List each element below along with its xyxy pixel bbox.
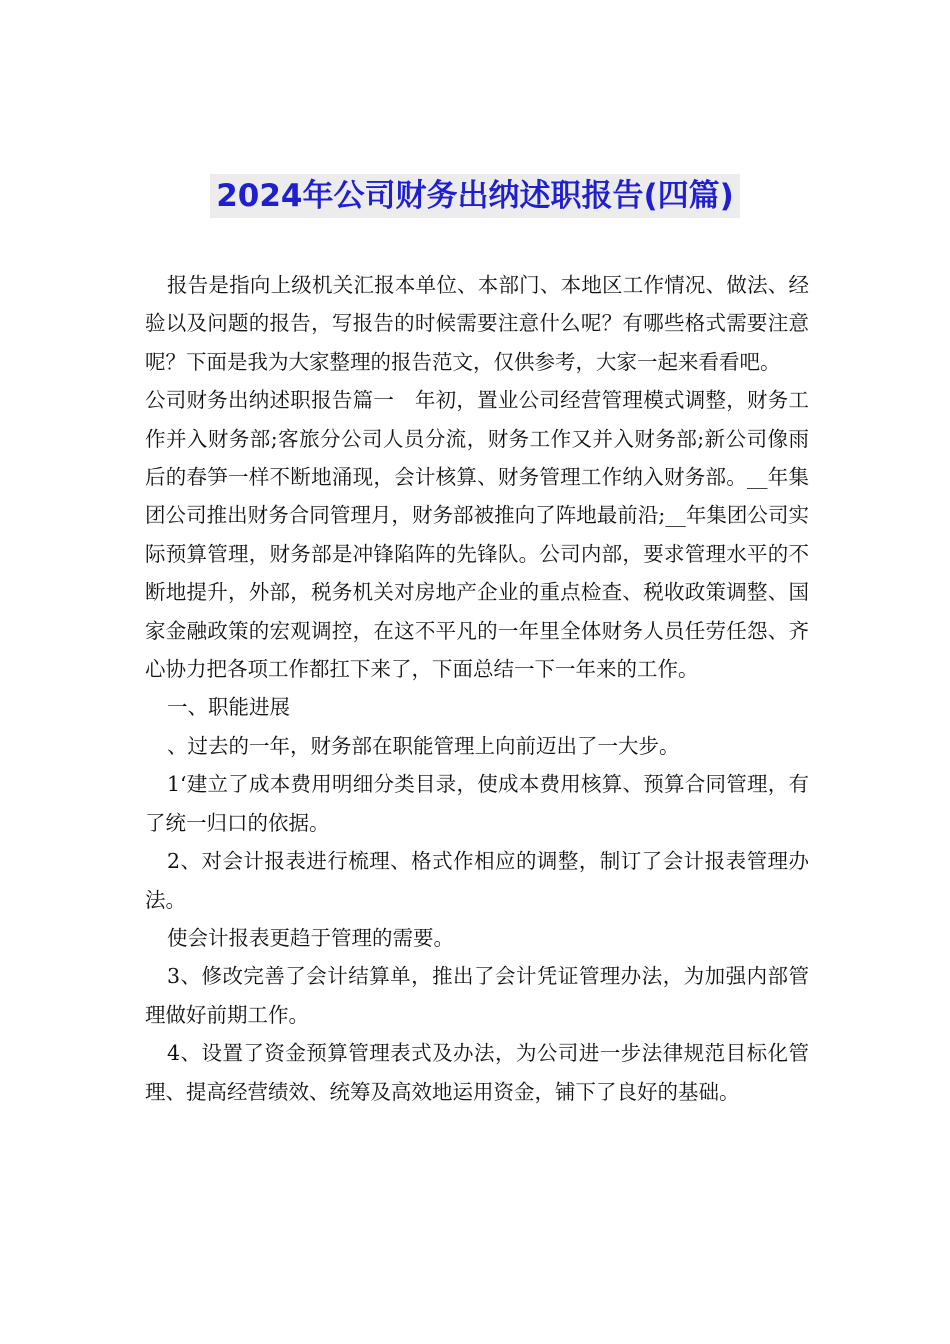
section-heading: 一、职能进展 [167, 695, 290, 720]
list-intro: 、过去的一年，财务部在职能管理上向前迈出了一大步。 [167, 733, 680, 758]
list-item-2: 2、对会计报表进行梳理、格式作相应的调整，制订了会计报表管理办法。 [145, 849, 809, 912]
list-item-4: 4、设置了资金预算管理表式及办法，为公司进一步法律规范目标化管理、提高经营绩效、统筹及高效地运用资金，铺下了良好的基础。 [145, 1041, 809, 1104]
report-paragraph-1: 公司财务出纳述职报告篇一 年初，置业公司经营管理模式调整，财务工作并入财务部;客旅分公司人员分流，财务工作又并入财务部;新公司像雨后的春笋一样不断地涌现，会计核算、财务管理工作纳入财务部。__年集团公司推出财务合同管理月，财务部被推向了阵地最前沿;__年集团公司实际预算管理，财务部是冲锋陷阵的先锋队。公司内部，要求管理水平的不断地提升，外部，税务机关对房地产企业的重点检查、税收政策调整、国家金融政策的宏观调控，在这不平凡的一年里全体财务人员任劳任怨、齐心协力把各项工作都扛下来了，下面总结一下一年来的工作。 [145, 388, 809, 682]
document-body [145, 266, 809, 1111]
list-item-3: 3、修改完善了会计结算单，推出了会计凭证管理办法，为加强内部管理做好前期工作。 [145, 964, 809, 1027]
title-container [0, 174, 950, 218]
list-item-2-continued: 使会计报表更趋于管理的需要。 [167, 925, 454, 950]
document-title: 2024年公司财务出纳述职报告(四篇) [210, 174, 740, 218]
list-item-1: 1‘建立了成本费用明细分类目录，使成本费用核算、预算合同管理，有了统一归口的依据。 [145, 772, 809, 835]
intro-paragraph: 报告是指向上级机关汇报本单位、本部门、本地区工作情况、做法、经验以及问题的报告，写报告的时候需要注意什么呢？有哪些格式需要注意呢？下面是我为大家整理的报告范文，仅供参考，大家一起来看看吧。 [145, 273, 809, 374]
